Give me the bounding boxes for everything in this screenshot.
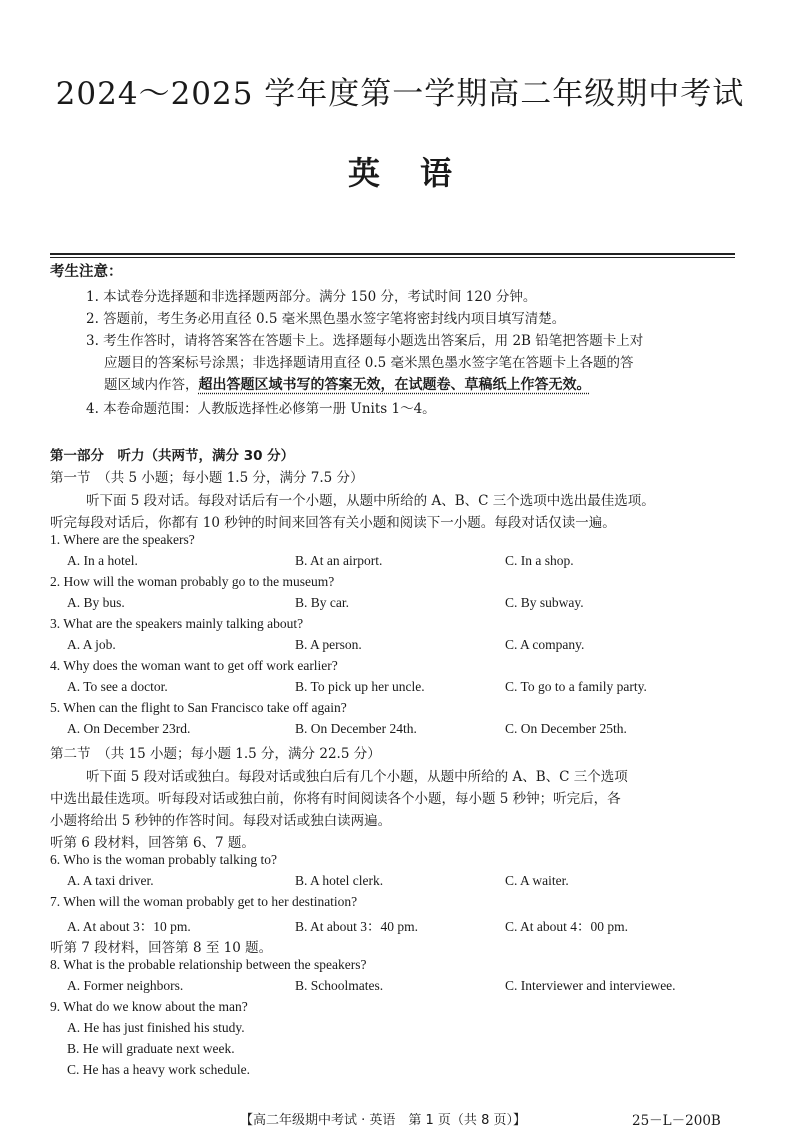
option-a: A. Former neighbors. bbox=[67, 978, 184, 993]
option-a: A. In a hotel. bbox=[67, 553, 138, 568]
question-stem: 4. Why does the woman want to get off work earlier? bbox=[50, 658, 338, 673]
exam-title: 2024～2025 学年度第一学期高二年级期中考试 bbox=[55, 76, 745, 112]
question-stem: 3. What are the speakers mainly talking about? bbox=[50, 616, 304, 631]
option-c: C. He has a heavy work schedule. bbox=[67, 1062, 250, 1077]
option-a: A. At about 3：10 pm. bbox=[67, 919, 191, 934]
material-6-instruction: 听第 6 段材料，回答第 6、7 题。 bbox=[50, 835, 255, 851]
page-footer: 【高二年级期中考试 · 英语 第 1 页（共 8 页）】 bbox=[240, 1113, 526, 1128]
part1-heading: 第一部分 听力（共两节，满分 30 分） bbox=[50, 448, 295, 464]
option-b: B. At an airport. bbox=[295, 553, 383, 568]
section1-directions-1: 听下面 5 段对话。每段对话后有一个小题，从题中所给的 A、B、C 三个选项中选出最佳选项。 bbox=[86, 493, 655, 509]
header-divider-thin bbox=[50, 257, 735, 258]
option-c: C. By subway. bbox=[505, 595, 584, 610]
option-b: B. A person. bbox=[295, 637, 362, 652]
option-c: C. On December 25th. bbox=[505, 721, 627, 736]
exam-code: 25－L－200B bbox=[632, 1113, 721, 1129]
section2-directions-1: 听下面 5 段对话或独白。每段对话或独白后有几个小题，从题中所给的 A、B、C 三个选项 bbox=[86, 769, 628, 785]
option-c: C. To go to a family party. bbox=[505, 679, 647, 694]
option-b: B. A hotel clerk. bbox=[295, 873, 384, 888]
option-a: A. A job. bbox=[67, 637, 116, 652]
option-a: A. He has just finished his study. bbox=[67, 1020, 245, 1035]
notice-item-3-cont: 应题目的答案标号涂黑；非选择题请用直径 0.5 毫米黑色墨水签字笔在答题卡上各题的答 bbox=[104, 355, 634, 371]
notice-item-4: 4. 本卷命题范围：人教版选择性必修第一册 Units 1～4。 bbox=[86, 401, 436, 417]
notice-heading: 考生注意： bbox=[50, 264, 123, 280]
question-stem: 7. When will the woman probably get to her destination? bbox=[50, 894, 358, 909]
section1-directions-2: 听完每段对话后，你都有 10 秒钟的时间来回答有关小题和阅读下一小题。每段对话仅读一遍。 bbox=[50, 515, 616, 531]
notice-item-2: 2. 答题前，考生务必用直径 0.5 毫米黑色墨水签字笔将密封线内项目填写清楚。 bbox=[86, 311, 566, 327]
option-b: B. To pick up her uncle. bbox=[295, 679, 425, 694]
option-b: B. By car. bbox=[295, 595, 349, 610]
notice-item-3-tail: 题区域内作答， bbox=[104, 377, 199, 393]
option-a: A. A taxi driver. bbox=[67, 873, 154, 888]
option-a: A. On December 23rd. bbox=[67, 721, 191, 736]
material-7-instruction: 听第 7 段材料，回答第 8 至 10 题。 bbox=[50, 940, 273, 956]
section2-directions-2: 中选出最佳选项。听每段对话或独白前，你将有时间阅读各个小题，每小题 5 秒钟；听完后，各 bbox=[50, 791, 621, 807]
option-c: C. A company. bbox=[505, 637, 585, 652]
option-b: B. Schoolmates. bbox=[295, 978, 384, 993]
section1-heading: 第一节 （共 5 小题；每小题 1.5 分，满分 7.5 分） bbox=[50, 470, 364, 486]
notice-emphasis: 超出答题区域书写的答案无效，在试题卷、草稿纸上作答无效。 bbox=[198, 377, 591, 393]
option-c: C. In a shop. bbox=[505, 553, 574, 568]
section2-directions-3: 小题将给出 5 秒钟的作答时间。每段对话或独白读两遍。 bbox=[50, 813, 392, 829]
question-stem: 5. When can the flight to San Francisco take off again? bbox=[50, 700, 347, 715]
option-a: A. By bus. bbox=[67, 595, 125, 610]
notice-item-3: 3. 考生作答时，请将答案答在答题卡上。选择题每小题选出答案后，用 2B 铅笔把答题卡上对 bbox=[86, 333, 644, 349]
header-divider-thick bbox=[50, 253, 735, 255]
question-stem: 9. What do we know about the man? bbox=[50, 999, 248, 1014]
option-b: B. On December 24th. bbox=[295, 721, 417, 736]
section2-heading: 第二节 （共 15 小题；每小题 1.5 分，满分 22.5 分） bbox=[50, 746, 381, 762]
subject-title: 英语 bbox=[347, 154, 492, 192]
option-c: C. Interviewer and interviewee. bbox=[505, 978, 676, 993]
option-a: A. To see a doctor. bbox=[67, 679, 168, 694]
option-b: B. At about 3：40 pm. bbox=[295, 919, 419, 934]
question-stem: 1. Where are the speakers? bbox=[50, 532, 195, 547]
question-stem: 8. What is the probable relationship between the speakers? bbox=[50, 957, 367, 972]
option-b: B. He will graduate next week. bbox=[67, 1041, 235, 1056]
question-stem: 2. How will the woman probably go to the museum? bbox=[50, 574, 335, 589]
notice-item-3-end bbox=[104, 373, 591, 394]
notice-item-1: 1. 本试卷分选择题和非选择题两部分。满分 150 分，考试时间 120 分钟。 bbox=[86, 289, 537, 305]
option-c: C. At about 4：00 pm. bbox=[505, 919, 629, 934]
option-c: C. A waiter. bbox=[505, 873, 569, 888]
question-stem: 6. Who is the woman probably talking to? bbox=[50, 852, 277, 867]
